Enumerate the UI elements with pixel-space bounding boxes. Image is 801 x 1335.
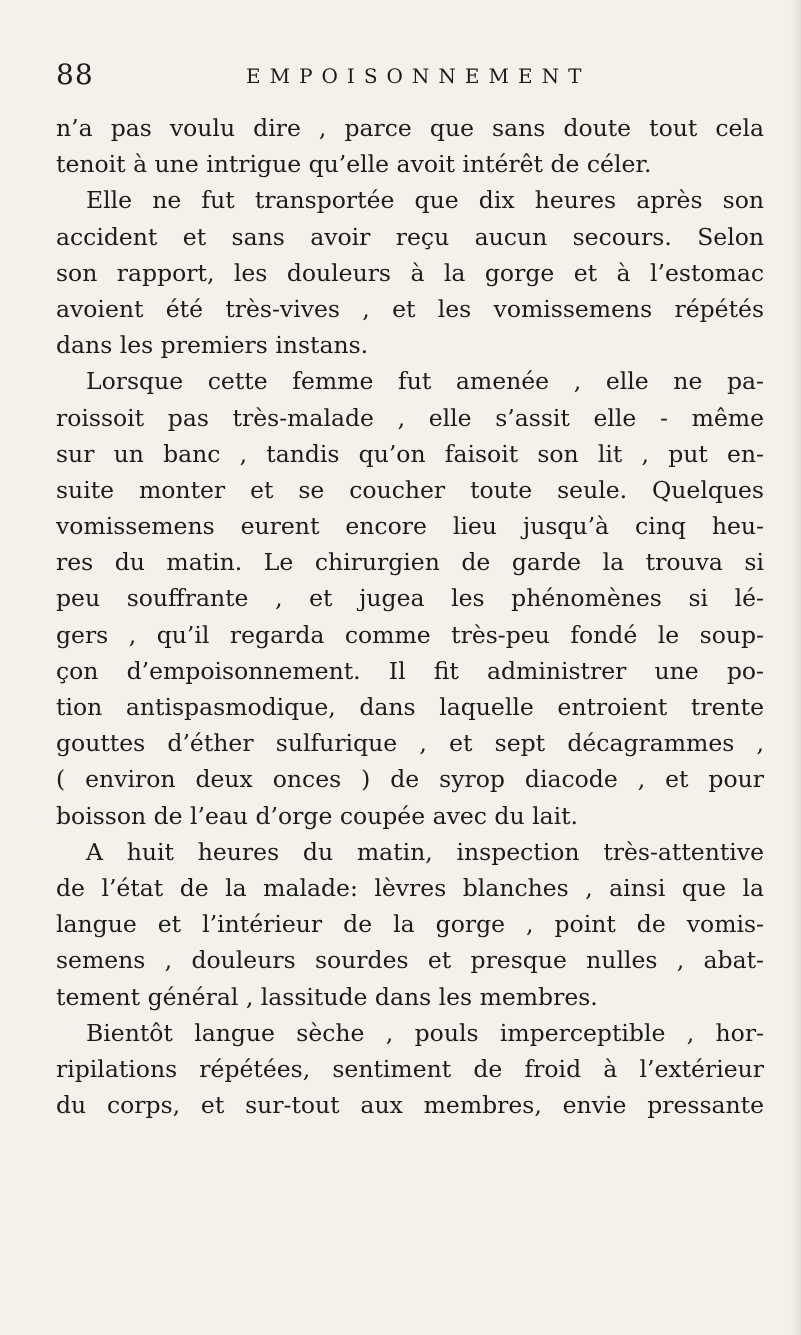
text-line: Lorsque cette femme fut amenée , elle ne pa- [86, 367, 764, 396]
text-line: res du matin. Le chirurgien de garde la trouva si [56, 548, 764, 577]
text-line: ripilations répétées, sentiment de froid à l’extérieur [56, 1054, 764, 1083]
text-line: ( environ deux onces ) de syrop diacode , et pour [56, 765, 764, 794]
text-line: dans les premiers instans. [56, 331, 369, 360]
text-line: du corps, et sur-tout aux membres, envie pressante [56, 1091, 764, 1120]
text-line: sur un banc , tandis qu’on faisoit son lit , put en- [56, 439, 764, 468]
text-line: semens , douleurs sourdes et presque nulles , abat- [56, 946, 764, 975]
text-line: tement général , lassitude dans les membres. [56, 982, 598, 1011]
text-line: gouttes d’éther sulfurique , et sept décagrammes , [56, 729, 764, 758]
text-line: A huit heures du matin, inspection très-attentive [86, 837, 764, 866]
text-line: avoient été très-vives , et les vomissemens répétés [56, 294, 764, 323]
text-line: suite monter et se coucher toute seule. Quelques [56, 475, 764, 504]
text-line: tenoit à une intrigue qu’elle avoit intérêt de céler. [56, 150, 652, 179]
text-line: peu souffrante , et jugea les phénomènes si lé- [56, 584, 764, 613]
text-line: Bientôt langue sèche , pouls imperceptible , hor- [86, 1018, 764, 1047]
text-line: Elle ne fut transportée que dix heures après son [86, 186, 764, 215]
text-line: tion antispasmodique, dans laquelle entroient trente [56, 693, 764, 721]
running-title: EMPOISONNEMENT [246, 64, 591, 88]
text-line: de l’état de la malade: lèvres blanches , ainsi que la [56, 873, 764, 902]
text-line: vomissemens eurent encore lieu jusqu’à cinq heu- [56, 512, 764, 541]
text-line: boisson de l’eau d’orge coupée avec du lait. [56, 801, 579, 830]
text-line: çon d’empoisonnement. Il fit administrer une po- [56, 656, 764, 685]
text-line: accident et sans avoir reçu aucun secours. Selon [56, 222, 764, 251]
text-line: langue et l’intérieur de la gorge , point de vomis- [56, 910, 764, 939]
page-edge-shadow [791, 0, 801, 1335]
body-text [56, 110, 764, 1123]
page-number: 88 [56, 58, 94, 91]
text-line: roissoit pas très-malade , elle s’assit elle - même [56, 403, 764, 432]
page-header [56, 58, 756, 98]
text-line: gers , qu’il regarda comme très-peu fondé le soup- [56, 620, 764, 649]
text-line: son rapport, les douleurs à la gorge et à l’estomac [56, 258, 764, 287]
text-line: n’a pas voulu dire , parce que sans doute tout cela [56, 114, 764, 142]
